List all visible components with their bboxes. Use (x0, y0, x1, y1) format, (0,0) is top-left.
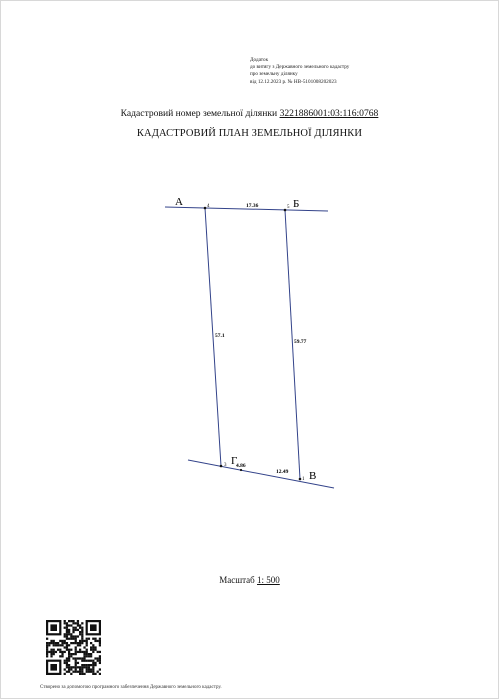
point-number: 3 (224, 463, 227, 468)
corner-label-v: В (309, 470, 317, 482)
appendix-line: до витягу з Державного земельного кадастру (250, 64, 350, 71)
qr-code-icon (46, 620, 101, 675)
corner-label-a: А (175, 196, 183, 208)
point-number: 4 (207, 204, 210, 209)
point-number: 5 (287, 205, 290, 210)
vertex-point (299, 478, 302, 481)
appendix-line: від 12.12.2023 р. № НВ-5101008202023 (250, 78, 337, 85)
scale-line (0, 575, 499, 585)
length-label-bottom-right: 12.49 (276, 469, 289, 475)
corner-label-g: Г (231, 455, 238, 467)
corner-label-b: Б (293, 198, 300, 210)
appendix-line: про земельну ділянку (250, 71, 298, 78)
length-label-bottom-left: 4.86 (236, 463, 246, 469)
vertex-point (220, 465, 223, 468)
length-label-right: 59.77 (294, 339, 307, 345)
scale-label: Масштаб (219, 575, 255, 585)
appendix-line: Додаток (250, 57, 269, 63)
scale-value: 1: 500 (257, 575, 280, 585)
footer-note: Створено за допомогою програмного забезпечення Державного земельного кадастру. (40, 685, 222, 690)
vertex-point (204, 207, 207, 210)
length-label-left: 57.1 (215, 333, 225, 339)
plan-title: КАДАСТРОВИЙ ПЛАН ЗЕМЕЛЬНОЇ ДІЛЯНКИ (136, 128, 363, 139)
vertex-point (284, 209, 287, 212)
vertex-point (240, 469, 242, 471)
cadastral-number-label: Кадастровий номер земельної ділянки (120, 108, 278, 119)
length-label-top: 17.36 (246, 203, 259, 209)
point-number: 1 (302, 477, 305, 482)
cadastral-number: 3221886001:03:116:0768 (279, 108, 379, 119)
